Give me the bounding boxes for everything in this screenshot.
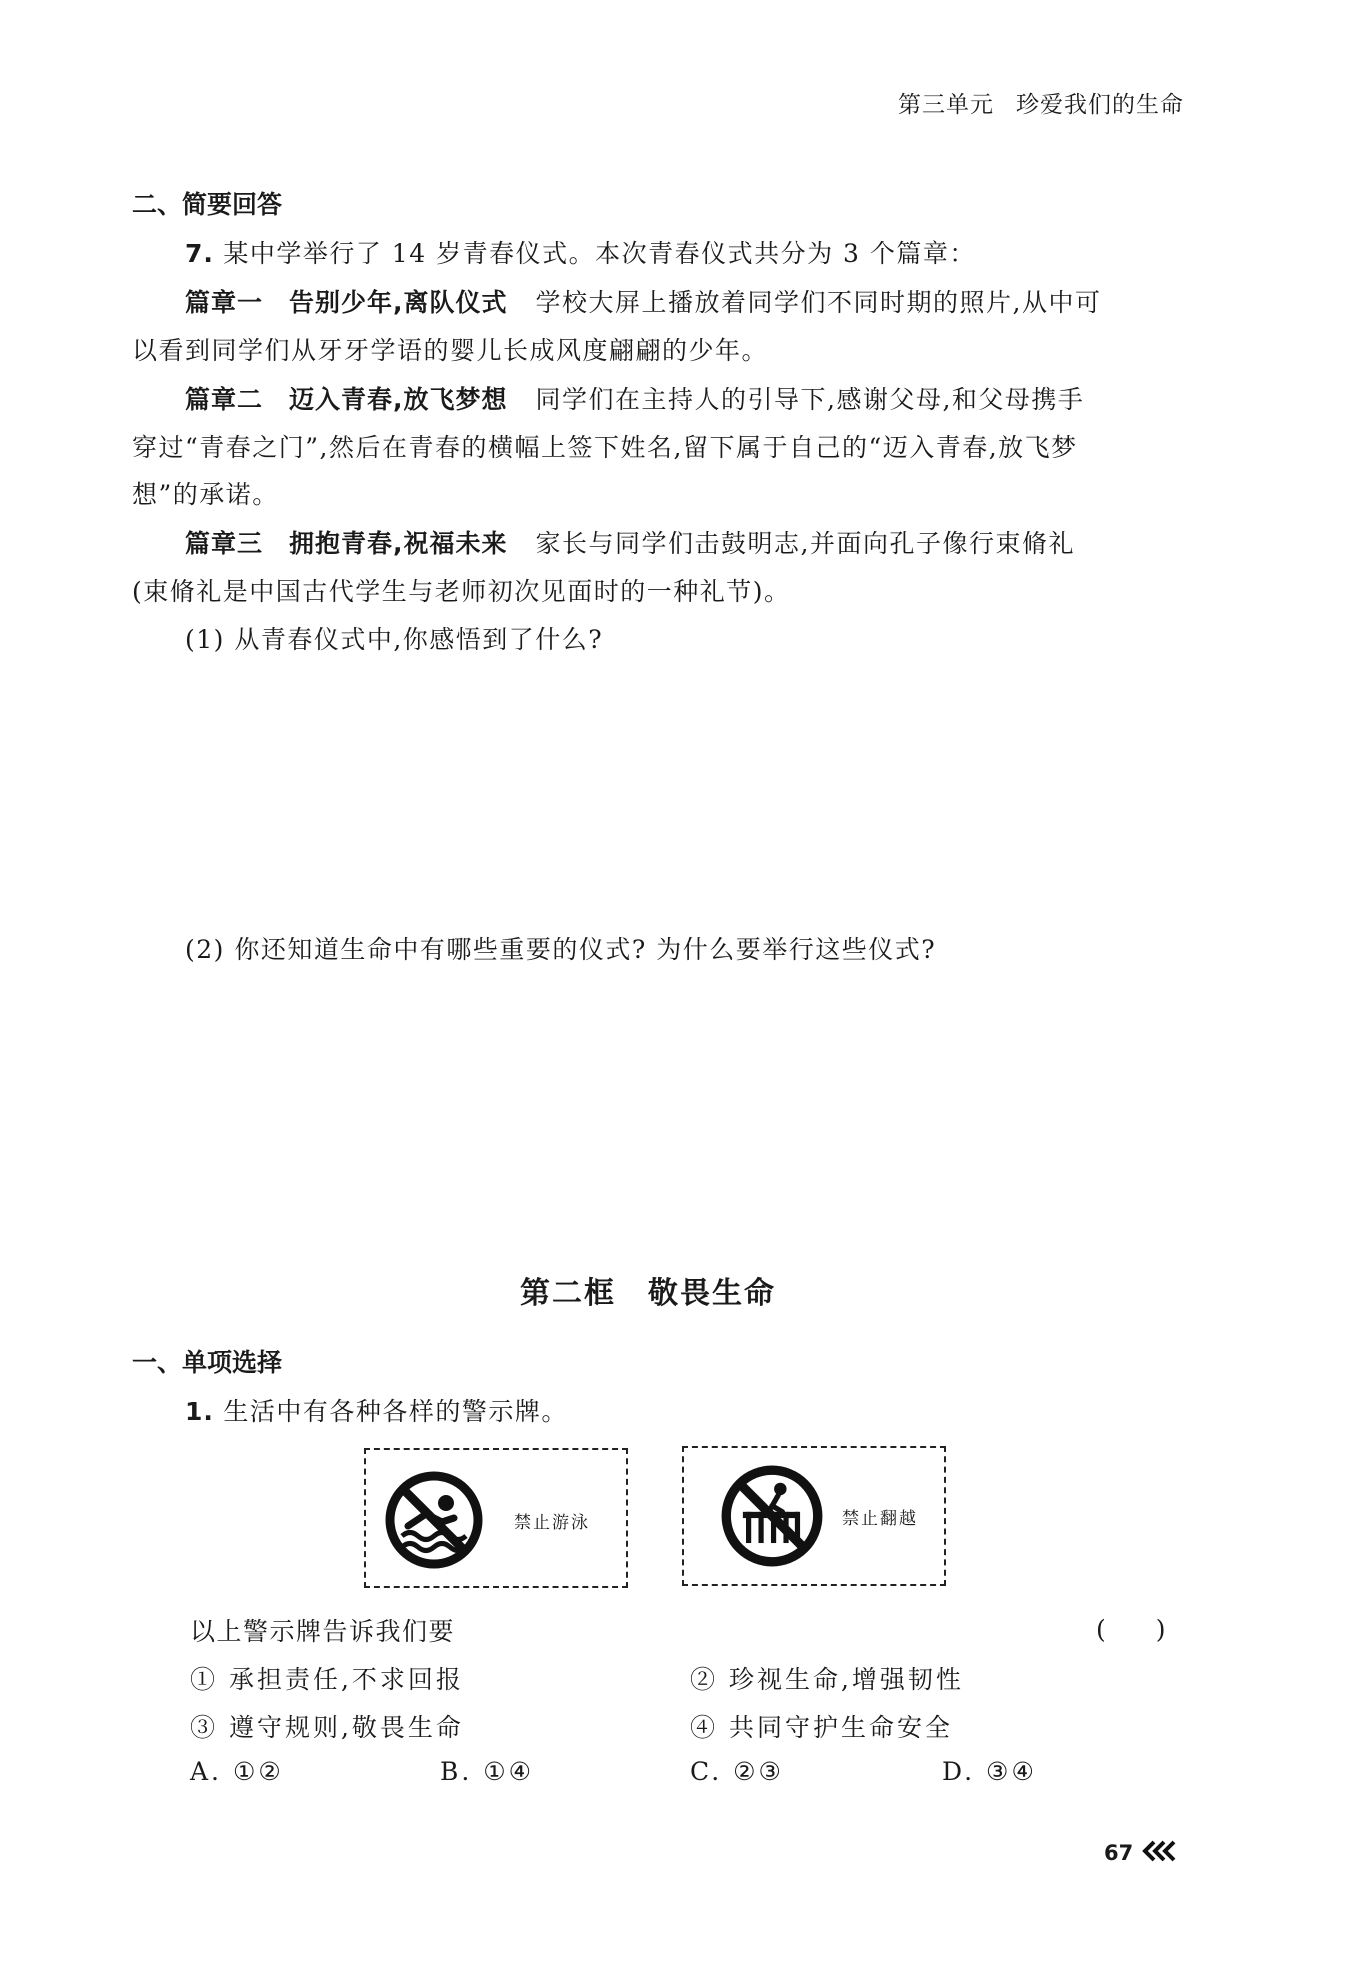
sub-question-2: (2) 你还知道生命中有哪些重要的仪式? 为什么要举行这些仪式? — [185, 935, 937, 964]
choice-c: C. ②③ — [690, 1757, 784, 1786]
lesson-title: 第二框 敬畏生命 — [520, 1276, 776, 1311]
no-climbing-icon — [720, 1464, 824, 1568]
warning-sign-no-climbing — [682, 1446, 946, 1586]
statement-4: ④ 共同守护生命安全 — [690, 1713, 953, 1742]
double-chevron-icon — [1142, 1840, 1178, 1866]
sub-question-1: (1) 从青春仪式中,你感悟到了什么? — [185, 625, 604, 654]
running-header — [898, 86, 1184, 119]
chapter-2-line-2: 穿过“青春之门”,然后在青春的横幅上签下姓名,留下属于自己的“迈入青春,放飞梦 — [132, 433, 1078, 462]
chapter-2-title: 篇章二 迈入青春,放飞梦想 — [185, 385, 508, 414]
chapter-1-title: 篇章一 告别少年,离队仪式 — [185, 288, 508, 317]
question-7-stem — [185, 234, 976, 270]
sign-label: 禁止翻越 — [842, 1509, 918, 1529]
choice-a: A. ①② — [190, 1757, 284, 1786]
chapter-2-line-3: 想”的承诺。 — [132, 480, 279, 509]
warning-sign-no-swimming — [364, 1448, 628, 1588]
question-stem-text: 生活中有各种各样的警示牌。 — [223, 1397, 568, 1426]
answer-bracket: ( ) — [1096, 1615, 1166, 1644]
statement-3: ③ 遵守规则,敬畏生命 — [190, 1713, 464, 1742]
statement-1: ① 承担责任,不求回报 — [190, 1665, 464, 1694]
question-1-prompt: 以上警示牌告诉我们要 — [190, 1617, 456, 1646]
choice-d: D. ③④ — [942, 1757, 1037, 1786]
chapter-1-line-2: 以看到同学们从牙牙学语的婴儿长成风度翩翩的少年。 — [132, 336, 769, 365]
chapter-1-line-1 — [185, 283, 1101, 319]
chapter-1-text: 学校大屏上播放着同学们不同时期的照片,从中可 — [535, 288, 1102, 317]
chapter-2-text: 同学们在主持人的引导下,感谢父母,和父母携手 — [535, 385, 1085, 414]
page-number: 67 — [1104, 1841, 1134, 1865]
chapter-3-line-1 — [185, 524, 1075, 560]
question-number: 7. — [185, 239, 214, 268]
chapter-3-line-2: (束脩礼是中国古代学生与老师初次见面时的一种礼节)。 — [132, 577, 791, 606]
header-unit: 第三单元 — [898, 92, 994, 118]
no-swimming-icon — [384, 1470, 484, 1570]
header-title: 珍爱我们的生命 — [1016, 92, 1184, 118]
chapter-3-text: 家长与同学们击鼓明志,并面向孔子像行束脩礼 — [535, 529, 1075, 558]
question-number: 1. — [185, 1397, 214, 1426]
page-footer — [1104, 1840, 1178, 1866]
section-heading-short-answer: 二、简要回答 — [132, 190, 283, 219]
sign-label: 禁止游泳 — [514, 1513, 590, 1533]
chapter-3-title: 篇章三 拥抱青春,祝福未来 — [185, 529, 508, 558]
choice-b: B. ①④ — [440, 1757, 535, 1786]
section-heading-single-choice: 一、单项选择 — [132, 1348, 283, 1377]
question-1-stem — [185, 1392, 568, 1428]
chapter-2-line-1 — [185, 380, 1084, 416]
statement-2: ② 珍视生命,增强韧性 — [690, 1665, 964, 1694]
question-stem-text: 某中学举行了 14 岁青春仪式。本次青春仪式共分为 3 个篇章： — [223, 239, 976, 268]
